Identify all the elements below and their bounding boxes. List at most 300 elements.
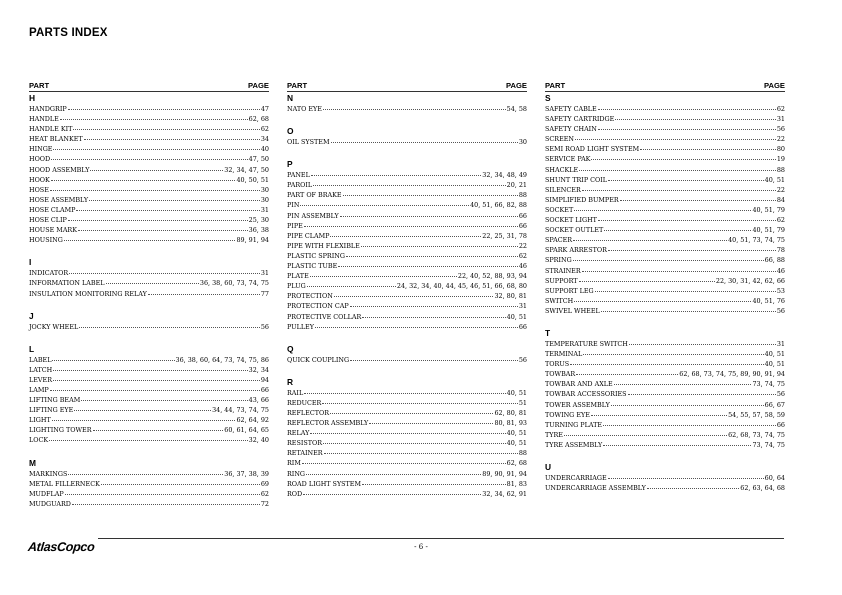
part-name: INFORMATION LABEL	[29, 279, 105, 288]
page-references: 40, 51, 79	[752, 205, 785, 214]
dot-leader	[369, 417, 493, 424]
part-name: SERVICE PAK	[545, 155, 591, 164]
dot-leader	[343, 189, 518, 196]
dot-leader	[313, 179, 506, 186]
dot-leader	[331, 136, 518, 143]
part-name: PANEL	[287, 171, 310, 180]
index-entry	[287, 322, 527, 332]
part-name: PIN	[287, 201, 300, 210]
dot-leader	[647, 482, 739, 489]
page-header: PAGE	[764, 81, 785, 90]
dot-leader	[53, 364, 247, 371]
part-name: LABEL	[29, 355, 52, 364]
part-name: PROTECTION CAP	[287, 302, 349, 311]
dot-leader	[89, 194, 260, 201]
part-name: LIFTING BEAM	[29, 396, 81, 405]
page-references: 89, 90, 91, 94	[482, 469, 527, 478]
part-name: TERMINAL	[545, 350, 583, 359]
part-name: MUDFLAP	[29, 489, 64, 498]
part-name: PLATE	[287, 272, 309, 281]
dot-leader	[346, 250, 518, 257]
section-letter: L	[29, 343, 35, 354]
page-references: 66	[518, 221, 527, 230]
page-references: 36, 38, 60, 64, 73, 74, 75, 86	[175, 355, 269, 364]
dot-leader	[68, 214, 248, 221]
page-references: 22	[518, 241, 527, 250]
page-references: 62, 68	[248, 115, 269, 124]
page-references: 47, 50	[248, 155, 269, 164]
part-name: HOSE	[29, 185, 49, 194]
part-name: HOSE ASSEMBLY	[29, 195, 89, 204]
dot-leader	[307, 280, 396, 287]
page-references: 31	[260, 205, 269, 214]
page-references: 56	[776, 390, 785, 399]
page-references: 36, 38	[248, 226, 269, 235]
part-name: PIPE WITH FLEXIBLE	[287, 241, 360, 250]
dot-leader	[340, 210, 518, 217]
page-references: 60, 61, 64, 65	[224, 426, 269, 435]
dot-leader	[604, 224, 751, 231]
dot-leader	[84, 133, 260, 140]
index-entry	[29, 499, 269, 509]
page-references: 81, 83	[506, 479, 527, 488]
page-header: PAGE	[506, 81, 527, 90]
part-name: ROD	[287, 489, 303, 498]
dot-leader	[620, 194, 776, 201]
part-name: TOWBAR AND AXLE	[545, 380, 613, 389]
dot-leader	[601, 305, 776, 312]
page-references: 88	[776, 165, 785, 174]
dot-leader	[90, 164, 223, 171]
part-name: PROTECTIVE COLLAR	[287, 312, 362, 321]
part-name: TYRE ASSEMBLY	[545, 440, 603, 449]
part-name: SAFETY CABLE	[545, 105, 597, 113]
dot-leader	[350, 354, 518, 361]
page-references: 51	[518, 398, 527, 407]
page-references: 36, 38, 60, 73, 74, 75	[199, 279, 269, 288]
page-references: 40, 51	[506, 429, 527, 438]
dot-leader	[608, 244, 776, 251]
page-references: 88	[518, 191, 527, 200]
index-entry	[545, 440, 785, 450]
page-references: 40, 51	[764, 360, 785, 369]
part-name: OIL SYSTEM	[287, 138, 330, 147]
index-column-2	[287, 81, 527, 499]
dot-leader	[574, 204, 751, 211]
dot-leader	[323, 103, 506, 110]
part-name: MUDGUARD	[29, 499, 71, 508]
dot-leader	[579, 275, 715, 282]
page-references: 62, 68, 73, 74, 75	[728, 430, 785, 439]
page-references: 31	[776, 339, 785, 348]
dot-leader	[148, 288, 260, 295]
page-references: 47	[260, 105, 269, 113]
dot-leader	[306, 468, 481, 475]
index-entry	[287, 137, 527, 147]
section-letter: S	[545, 93, 551, 103]
part-name: TURNING PLATE	[545, 420, 603, 429]
page-references: 22	[776, 135, 785, 144]
dot-leader	[106, 277, 199, 284]
page-references: 36, 37, 38, 39	[224, 469, 269, 478]
part-name: TOWBAR ACCESSORIES	[545, 390, 627, 399]
page-references: 77	[260, 289, 269, 298]
part-header: PART	[287, 81, 308, 90]
section-letter: H	[29, 93, 36, 103]
dot-leader	[598, 123, 776, 130]
part-name: SPRING	[545, 256, 572, 265]
page-references: 94	[260, 375, 269, 384]
column-header	[545, 81, 785, 92]
page-references: 84	[776, 195, 785, 204]
page-references: 88	[518, 449, 527, 458]
part-name: REFLECTOR	[287, 408, 330, 417]
part-name: PLASTIC TUBE	[287, 262, 338, 271]
part-name: HOOK	[29, 175, 50, 184]
dot-leader	[50, 184, 260, 191]
dot-leader	[60, 113, 248, 120]
part-name: PART OF BRAKE	[287, 191, 342, 200]
page-references: 40, 51, 73, 74, 75	[728, 236, 785, 245]
section-letter: J	[29, 310, 34, 321]
part-name: INDICATOR	[29, 269, 69, 278]
part-name: HANDLE KIT	[29, 125, 73, 134]
part-name: LIGHTING TOWER	[29, 426, 92, 435]
part-name: SAFETY CARTRIDGE	[545, 115, 615, 124]
page-references: 66	[518, 322, 527, 331]
part-name: SILENCER	[545, 185, 581, 194]
part-name: PROTECTION	[287, 292, 333, 301]
dot-leader	[361, 240, 518, 247]
dot-leader	[573, 254, 764, 261]
part-name: SCREEN	[545, 135, 575, 144]
dot-leader	[615, 113, 776, 120]
dot-leader	[350, 300, 518, 307]
page-references: 60, 64	[764, 474, 785, 482]
dot-leader	[573, 234, 727, 241]
part-name: HOSE CLIP	[29, 216, 67, 225]
dot-leader	[69, 267, 260, 274]
page-references: 73, 74, 75	[752, 440, 785, 449]
page-references: 40, 51, 66, 82, 88	[470, 201, 527, 210]
footer-divider	[98, 538, 784, 539]
dot-leader	[315, 321, 518, 328]
part-name: REDUCER	[287, 398, 322, 407]
part-name: NATO EYE	[287, 105, 322, 113]
part-header: PART	[545, 81, 566, 90]
part-name: SUPPORT	[545, 276, 578, 285]
page-references: 20, 21	[506, 181, 527, 190]
page-references: 66	[776, 420, 785, 429]
part-name: SIMPLIFIED BUMPER	[545, 195, 619, 204]
page-references: 62	[518, 251, 527, 260]
part-name: QUICK COUPLING	[287, 355, 350, 364]
page-references: 80, 81, 93	[494, 419, 527, 428]
part-name: PIPE CLAMP	[287, 231, 330, 240]
part-name: UNDERCARRIAGE ASSEMBLY	[545, 484, 646, 493]
dot-leader	[608, 174, 764, 181]
part-name: STRAINER	[545, 266, 581, 275]
page-references: 30	[518, 138, 527, 147]
index-entry	[29, 435, 269, 445]
page-references: 40, 51	[506, 388, 527, 397]
dot-leader	[302, 457, 506, 464]
dot-leader	[362, 478, 506, 485]
page-references: 31	[776, 115, 785, 124]
dot-leader	[79, 321, 260, 328]
page-references: 25, 30	[248, 216, 269, 225]
index-column-1	[29, 81, 269, 509]
part-header: PART	[29, 81, 50, 90]
dot-leader	[323, 437, 506, 444]
part-name: RELAY	[287, 429, 310, 438]
dot-leader	[338, 260, 518, 267]
part-name: LOCK	[29, 436, 49, 445]
dot-leader	[310, 270, 457, 277]
section-letter: P	[287, 159, 293, 170]
part-name: LIGHT	[29, 416, 51, 425]
page-references: 32, 34, 62, 91	[482, 489, 527, 498]
part-name: REFLECTOR ASSEMBLY	[287, 419, 369, 428]
dot-leader	[322, 397, 518, 404]
page-references: 40, 51	[764, 175, 785, 184]
page-references: 72	[260, 499, 269, 508]
page-references: 62, 63, 64, 68	[740, 484, 785, 493]
dot-leader	[73, 123, 259, 130]
page-references: 40, 51	[506, 312, 527, 321]
part-name: RETAINER	[287, 449, 323, 458]
page-references: 78	[776, 246, 785, 255]
part-name: PLASTIC SPRING	[287, 251, 345, 260]
part-name: RIM	[287, 459, 301, 468]
dot-leader	[65, 488, 260, 495]
dot-leader	[51, 174, 236, 181]
part-name: PULLEY	[287, 322, 314, 331]
page-references: 46	[776, 266, 785, 275]
page-references: 30	[260, 195, 269, 204]
part-name: TYRE	[545, 430, 563, 439]
section-letter: N	[287, 93, 294, 103]
section-letter: M	[29, 457, 36, 468]
part-name: SPARK ARRESTOR	[545, 246, 607, 255]
part-name: LIFTING EYE	[29, 406, 74, 415]
dot-leader	[49, 434, 248, 441]
page-references: 56	[518, 355, 527, 364]
dot-leader	[614, 378, 752, 385]
dot-leader	[334, 290, 494, 297]
page-references: 66	[518, 211, 527, 220]
column-header	[287, 81, 527, 92]
part-name: PLUG	[287, 282, 306, 291]
page-references: 56	[776, 306, 785, 315]
dot-leader	[564, 429, 727, 436]
page-references: 80	[776, 145, 785, 154]
dot-leader	[304, 220, 518, 227]
part-name: HOUSE MARK	[29, 226, 78, 235]
section-letter: R	[287, 376, 294, 387]
section-letter: Q	[287, 343, 294, 354]
dot-leader	[68, 468, 223, 475]
part-name: HANDGRIP	[29, 105, 67, 113]
dot-leader	[640, 143, 776, 150]
part-name: RAIL	[287, 388, 304, 397]
page-references: 34, 44, 73, 74, 75	[212, 406, 269, 415]
page-references: 40, 51, 76	[752, 296, 785, 305]
section-letter: I	[29, 257, 32, 268]
dot-leader	[362, 311, 505, 318]
page-references: 22, 40, 52, 88, 93, 94	[457, 272, 527, 281]
part-name: JOCKY WHEEL	[29, 322, 79, 331]
page-references: 32, 80, 81	[494, 292, 527, 301]
page-references: 22, 30, 31, 42, 62, 66	[715, 276, 785, 285]
dot-leader	[304, 387, 505, 394]
part-name: SHACKLE	[545, 165, 579, 174]
index-entry	[287, 104, 527, 114]
index-entry	[287, 489, 527, 499]
page-references: 56	[776, 125, 785, 134]
page-references: 54, 58	[506, 105, 527, 113]
part-name: TOWING EYE	[545, 410, 590, 419]
part-name: RING	[287, 469, 306, 478]
page-references: 62, 68	[506, 459, 527, 468]
page-references: 43, 66	[248, 396, 269, 405]
part-name: RESISTOR	[287, 439, 323, 448]
page-references: 54, 55, 57, 58, 59	[728, 410, 785, 419]
dot-leader	[64, 234, 236, 241]
part-name: HOOD ASSEMBLY	[29, 165, 90, 174]
dot-leader	[330, 407, 493, 414]
column-header	[29, 81, 269, 92]
dot-leader	[81, 394, 247, 401]
dot-leader	[611, 399, 764, 406]
page-references: 62	[776, 216, 785, 225]
page-references: 40, 51, 79	[752, 226, 785, 235]
dot-leader	[324, 447, 518, 454]
dot-leader	[52, 354, 174, 361]
part-name: SWITCH	[545, 296, 574, 305]
page-references: 62, 80, 81	[494, 408, 527, 417]
index-entry	[29, 322, 269, 332]
atlas-copco-logo: AtlasCopco	[27, 540, 96, 554]
part-name: SAFETY CHAIN	[545, 125, 597, 134]
page-references: 66	[260, 385, 269, 394]
part-name: HOOD	[29, 155, 51, 164]
dot-leader	[50, 384, 260, 391]
page-references: 22, 25, 31, 78	[482, 231, 527, 240]
dot-leader	[300, 199, 469, 206]
page-references: 31	[260, 269, 269, 278]
dot-leader	[598, 214, 776, 221]
part-name: HOSE CLAMP	[29, 205, 76, 214]
page-references: 46	[518, 262, 527, 271]
page-references: 40	[260, 145, 269, 154]
dot-leader	[579, 164, 776, 171]
part-name: TORUS	[545, 360, 570, 369]
page-references: 89, 91, 94	[236, 236, 269, 245]
page-references: 62, 68, 73, 74, 75, 89, 90, 91, 94	[679, 370, 785, 379]
page-references: 32, 34, 48, 49	[482, 171, 527, 180]
dot-leader	[76, 204, 259, 211]
page-references: 66, 88	[764, 256, 785, 265]
page-references: 19	[776, 155, 785, 164]
page-references: 24, 32, 34, 40, 44, 45, 46, 51, 66, 68, 80	[396, 282, 527, 291]
part-name: SOCKET LIGHT	[545, 216, 597, 225]
dot-leader	[582, 184, 776, 191]
dot-leader	[53, 143, 259, 150]
part-name: HINGE	[29, 145, 53, 154]
dot-leader	[52, 414, 236, 421]
dot-leader	[330, 230, 481, 237]
dot-leader	[582, 265, 776, 272]
dot-leader	[78, 224, 248, 231]
part-name: SOCKET	[545, 205, 574, 214]
part-name: LAMP	[29, 385, 49, 394]
dot-leader	[574, 295, 751, 302]
page-references: 62	[776, 105, 785, 113]
part-name: TEMPERATURE SWITCH	[545, 339, 628, 348]
dot-leader	[72, 498, 260, 505]
page-references: 62	[260, 489, 269, 498]
dot-leader	[575, 133, 776, 140]
part-name: SWIVEL WHEEL	[545, 306, 600, 315]
dot-leader	[608, 472, 764, 479]
part-name: HOUSING	[29, 236, 63, 245]
dot-leader	[570, 358, 764, 365]
index-entry	[545, 306, 785, 316]
part-name: LEVER	[29, 375, 53, 384]
dot-leader	[303, 488, 481, 495]
dot-leader	[603, 419, 776, 426]
dot-leader	[629, 338, 776, 345]
page-references: 40, 50, 51	[236, 175, 269, 184]
dot-leader	[310, 427, 505, 434]
page-number: - 6 -	[414, 543, 428, 551]
part-name: SPACER	[545, 236, 573, 245]
page-references: 56	[260, 322, 269, 331]
part-name: SEMI ROAD LIGHT SYSTEM	[545, 145, 640, 154]
dot-leader	[595, 285, 776, 292]
page-references: 66, 67	[764, 400, 785, 409]
section-letter: T	[545, 327, 551, 338]
dot-leader	[74, 404, 211, 411]
section-letter: O	[287, 126, 294, 137]
dot-leader	[591, 153, 775, 160]
page-references: 73, 74, 75	[752, 380, 785, 389]
page-references: 62	[260, 125, 269, 134]
page-references: 32, 34	[248, 365, 269, 374]
dot-leader	[93, 424, 224, 431]
dot-leader	[603, 439, 751, 446]
part-name: SHUNT TRIP COIL	[545, 175, 608, 184]
page-references: 32, 34, 47, 50	[224, 165, 269, 174]
dot-leader	[101, 478, 260, 485]
index-entry	[287, 355, 527, 365]
index-entry	[545, 483, 785, 493]
dot-leader	[628, 388, 776, 395]
page-references: 53	[776, 286, 785, 295]
part-name: ROAD LIGHT SYSTEM	[287, 479, 362, 488]
part-name: METAL FILLERNECK	[29, 479, 100, 488]
part-name: PIN ASSEMBLY	[287, 211, 339, 220]
dot-leader	[53, 374, 260, 381]
dot-leader	[576, 368, 678, 375]
part-name: MARKINGS	[29, 469, 68, 478]
index-entry	[29, 235, 269, 245]
dot-leader	[51, 153, 247, 160]
dot-leader	[583, 348, 763, 355]
part-name: UNDERCARRIAGE	[545, 474, 607, 482]
page-title: PARTS INDEX	[29, 27, 108, 39]
